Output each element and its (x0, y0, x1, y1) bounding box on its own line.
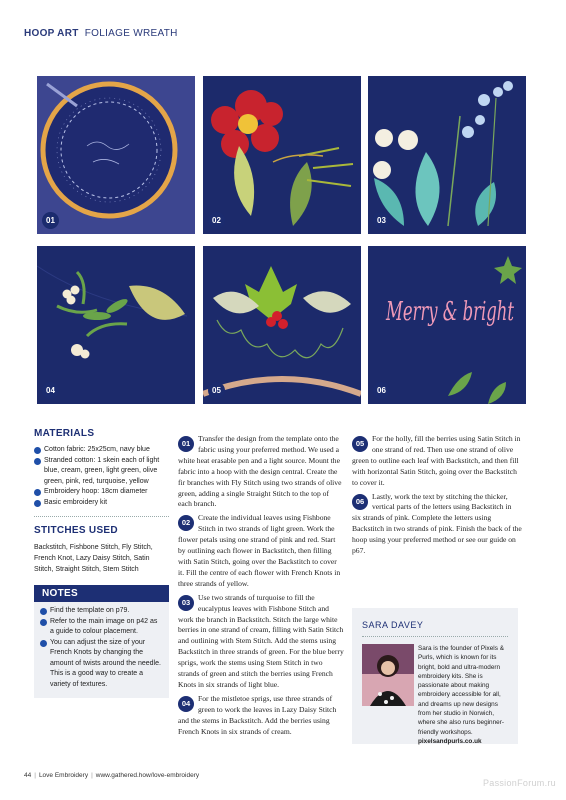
step-01: 01 Transfer the design from the template onto the fabric using your preferred method. We used a white heat erasable pen and a light source. Mount the fabric into a hoop with the design central. Create the fir branches with Fly Stitch using two strands of olive green, adding a single Straight Stitch to the top of each branch. (178, 434, 342, 509)
step-number: 01 (178, 436, 194, 452)
stitches-title: STITCHES USED (34, 525, 118, 536)
step-03: 03 Use two strands of turquoise to fill the eucalyptus leaves with Fishbone Stitch and work the branch in Backstitch. Stitch the large white berries in one strand of cream, filling with Satin Stitch and outlining with Stem Stitch. Add the stems using Backstitch in three strands of green. For the blue berry sprigs, work the stems using Stem Stitch in two strands of green and stitch the berries using French Knots in six strands of light blue. (178, 592, 344, 689)
materials-list (34, 445, 169, 508)
step-02: 02 Create the individual leaves using Fishbone Stitch in two strands of light green. Work the flower petals using one strand of pink and red. Start by outlining each flower in Backstitch, then filling with Satin Stitch, going over the Backstitch to cover it. Fill the centre of each flower with French Knots in three strands of yellow. (178, 513, 341, 588)
footer-url[interactable]: www.gathered.how/love-embroidery (95, 772, 200, 779)
photo-step-05 (203, 246, 361, 404)
photo-number: 01 (42, 212, 59, 229)
step-06: 06 Lastly, work the text by stitching the thicker, vertical parts of the letters using Backstitch in six strands of pink. Complete the letters using Backstitch in two strands of pink. Finish the back of the hoop using your preferred method or see our guide on p67. (352, 491, 522, 556)
steps-column-1 (178, 434, 344, 740)
divider (362, 636, 508, 637)
needle-icon (34, 458, 41, 465)
step-05: 05 For the holly, fill the berries using Satin Stitch in one strand of red. Then use one strand of olive green to outline each leaf with Backstitch, and then fill with horizontal Satin Stitch, going over the Backstitch to cover it. (352, 434, 521, 487)
photo-number: 02 (208, 212, 225, 229)
photo-step-04 (37, 246, 195, 404)
notes-box (34, 585, 169, 698)
author-bio-box (352, 608, 518, 744)
step-number: 06 (352, 494, 368, 510)
list-item: You can adjust the size of your French Knots by changing the amount of twists around the needle. This is a good way to create a variety of textures. (40, 638, 163, 691)
merry-bright-text: Merry & bright (385, 297, 515, 327)
page-footer: 44 | Love Embroidery | www.gathered.how/love-embroidery (24, 772, 200, 779)
list-item: Find the template on p79. (40, 606, 163, 617)
photo-number: 03 (373, 212, 390, 229)
needle-icon (40, 608, 47, 615)
needle-icon (40, 640, 47, 647)
needle-icon (34, 489, 41, 496)
list-item: Basic embroidery kit (34, 498, 169, 509)
photo-step-01 (37, 76, 195, 234)
step-number: 02 (178, 515, 194, 531)
page-header (24, 28, 178, 39)
list-item: Refer to the main image on p42 as a guide to colour placement. (40, 617, 163, 638)
list-item: Stranded cotton: 1 skein each of light blue, cream, green, light green, olive green, pink, red, turquoise, yellow (34, 456, 169, 488)
photo-number: 05 (208, 382, 225, 399)
magazine-name: Love Embroidery (38, 772, 89, 779)
step-number: 05 (352, 436, 368, 452)
author-bio-text: Sara is the founder of Pixels & Purls, which is known for its bright, bold and ultra-modern embroidery kits. She is passionate about making embroidery accessible for all, and dreams up new designs from her studio in Norwich, where she also runs beginner-friendly workshops. pixelsandpurls.co.uk (418, 645, 504, 745)
author-name: SARA DAVEY (362, 620, 424, 630)
notes-title: NOTES (34, 585, 169, 602)
photo-step-02 (203, 76, 361, 234)
step-number: 04 (178, 696, 194, 712)
photo-number: 06 (373, 382, 390, 399)
section-title: HOOP ART (24, 28, 79, 39)
divider (34, 516, 169, 517)
step-04: 04 For the mistletoe sprigs, use three strands of green to work the leaves in Lazy Daisy Stitch and the stems in Backstitch. Add the berries using French Knots in six strands of cream. (178, 693, 337, 736)
notes-list (34, 602, 169, 690)
steps-column-2 (352, 434, 522, 560)
photo-step-03 (368, 76, 526, 234)
needle-icon (34, 500, 41, 507)
step-number: 03 (178, 595, 194, 611)
list-item: Embroidery hoop: 18cm diameter (34, 487, 169, 498)
watermark: PassionForum.ru (482, 778, 556, 788)
section-subtitle: FOLIAGE WREATH (84, 28, 178, 39)
list-item: Cotton fabric: 25x25cm, navy blue (34, 445, 169, 456)
photo-number: 04 (42, 382, 59, 399)
author-portrait (362, 644, 414, 706)
author-website-link[interactable]: pixelsandpurls.co.uk (418, 737, 482, 745)
materials-title: MATERIALS (34, 428, 95, 439)
stitches-text: Backstitch, Fishbone Stitch, Fly Stitch, French Knot, Lazy Daisy Stitch, Satin Stitch, Straight Stitch, Stem Stitch (34, 544, 153, 573)
photo-step-06 (368, 246, 526, 404)
page-number: 44 (24, 772, 32, 779)
sidebar-column (34, 428, 169, 698)
needle-icon (40, 619, 47, 626)
needle-icon (34, 447, 41, 454)
